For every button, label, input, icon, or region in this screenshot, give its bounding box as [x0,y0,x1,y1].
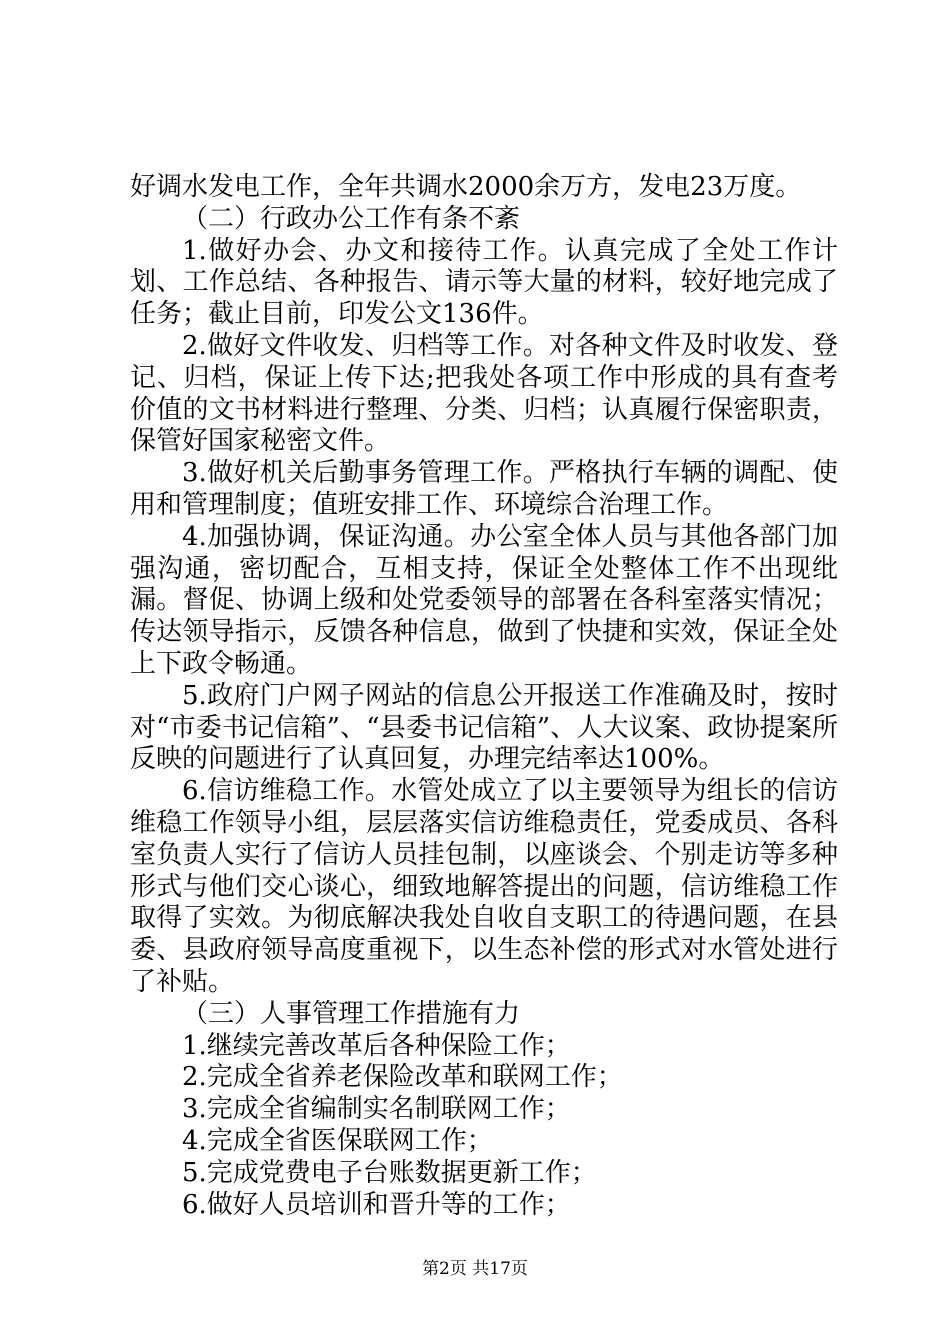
list-item: 3.做好机关后勤事务管理工作。严格执行车辆的调配、使用和管理制度；值班安排工作、环境综合治理工作。 [130,458,838,520]
page-footer [0,1258,950,1280]
page-number: 第2页 共17页 [422,1259,528,1279]
paragraph-continuation: 好调水发电工作，全年共调水2000余万方，发电23万度。 [130,172,802,202]
list-item: 2.完成全省养老保险改革和联网工作； [182,1062,623,1093]
list-item: 4.加强协调，保证沟通。办公室全体人员与其他各部门加强沟通，密切配合，互相支持，保证全处整体工作不出现纰漏。督促、协调上级和处党委领导的部署在各科室落实情况；传达领导指示，反馈各种信息，做到了快捷和实效，保证全处上下政令畅通。 [130,521,838,679]
list-item: 2.做好文件收发、归档等工作。对各种文件及时收发、登记、归档，保证上传下达;把我处各项工作中形成的具有查考价值的文书材料进行整理、分类、归档；认真履行保密职责，保管好国家秘密文件。 [130,330,838,457]
list-item: 4.完成全省医保联网工作； [182,1125,493,1156]
section-heading-personnel: （三）人事管理工作措施有力 [182,998,521,1029]
list-item: 6.信访维稳工作。水管处成立了以主要领导为组长的信访维稳工作领导小组，层层落实信访维稳责任，党委成员、各科室负责人实行了信访人员挂包制，以座谈会、个别走访等多种形式与他们交心谈心，细致地解答提出的问题，信访维稳工作取得了实效。为彻底解决我处自收自支职工的待遇问题，在县委、县政府领导高度重视下，以生态补偿的形式对水管处进行了补贴。 [130,776,838,997]
list-item: 5.完成党费电子台账数据更新工作； [182,1157,597,1188]
list-item: 1.继续完善改革后各种保险工作； [182,1030,571,1061]
list-item: 1.做好办会、办文和接待工作。认真完成了全处工作计划、工作总结、各种报告、请示等大量的材料，较好地完成了任务；截止目前，印发公文136件。 [130,235,838,330]
section-heading-administration: （二）行政办公工作有条不紊 [182,203,521,234]
list-item: 3.完成全省编制实名制联网工作； [182,1094,571,1125]
list-item: 5.政府门户网子网站的信息公开报送工作准确及时，按时对“市委书记信箱”、“县委书记信箱”、人大议案、政协提案所反映的问题进行了认真回复，办理完结率达100%。 [130,680,838,775]
document-body [130,172,838,1221]
list-item: 6.做好人员培训和晋升等的工作； [182,1189,571,1220]
